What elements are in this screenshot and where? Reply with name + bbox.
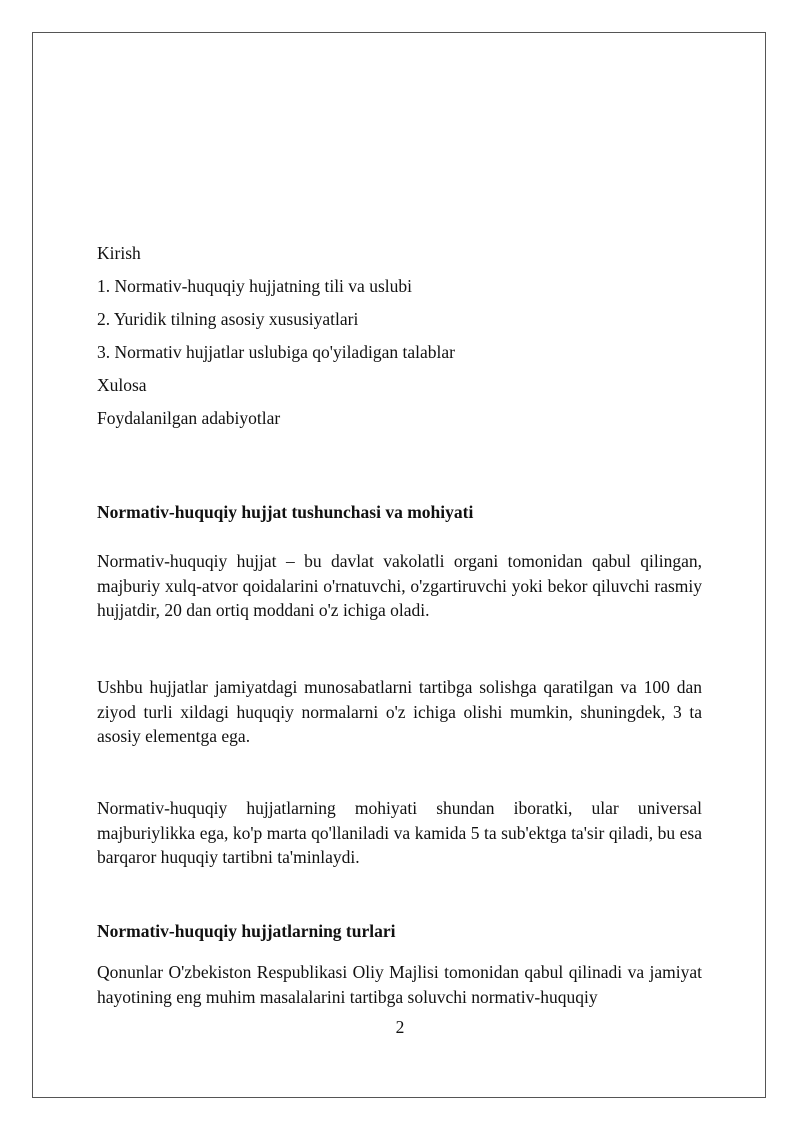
paragraph-purpose: Ushbu hujjatlar jamiyatdagi munosabatlarni tartibga solishga qaratilgan va 100 dan ziyod turli xildagi huquqiy normalarni o'z ichiga olishi mumkin, shuningdek, 3 ta asosiy elementga ega. — [97, 677, 702, 746]
toc-item-chapter-2: 2. Yuridik tilning asosiy xususiyatlari — [97, 309, 359, 329]
page-number: 2 — [395, 1017, 405, 1037]
table-of-contents — [97, 241, 702, 439]
toc-item-chapter-1: 1. Normativ-huquqiy hujjatning tili va uslubi — [97, 276, 412, 296]
toc-item-references: Foydalanilgan adabiyotlar — [97, 408, 281, 428]
toc-item-introduction: Kirish — [97, 243, 141, 263]
section-heading-concept: Normativ-huquqiy hujjat tushunchasi va mohiyati — [97, 502, 474, 522]
toc-item-conclusion: Xulosa — [97, 375, 147, 395]
paragraph-laws: Qonunlar O'zbekiston Respublikasi Oliy Majlisi tomonidan qabul qilinadi va jamiyat hayotining eng muhim masalalarini tartibga soluvchi normativ-huquqiy — [97, 962, 702, 1007]
paragraph-essence: Normativ-huquqiy hujjatlarning mohiyati shundan iboratki, ular universal majburiylikka ega, ko'p marta qo'llaniladi va kamida 5 ta sub'ektga ta'sir qiladi, bu esa barqaror huquqiy tartibni ta'minlaydi. — [97, 798, 702, 867]
section-heading-types: Normativ-huquqiy hujjatlarning turlari — [97, 921, 396, 941]
paragraph-definition: Normativ-huquqiy hujjat – bu davlat vakolatli organi tomonidan qabul qilingan, majburiy xulq-atvor qoidalarini o'rnatuvchi, o'zgartiruvchi yoki bekor qiluvchi rasmiy hujjatdir, 20 dan ortiq moddani o'z ichiga oladi. — [97, 551, 702, 620]
toc-item-chapter-3: 3. Normativ hujjatlar uslubiga qo'yiladigan talablar — [97, 342, 455, 362]
